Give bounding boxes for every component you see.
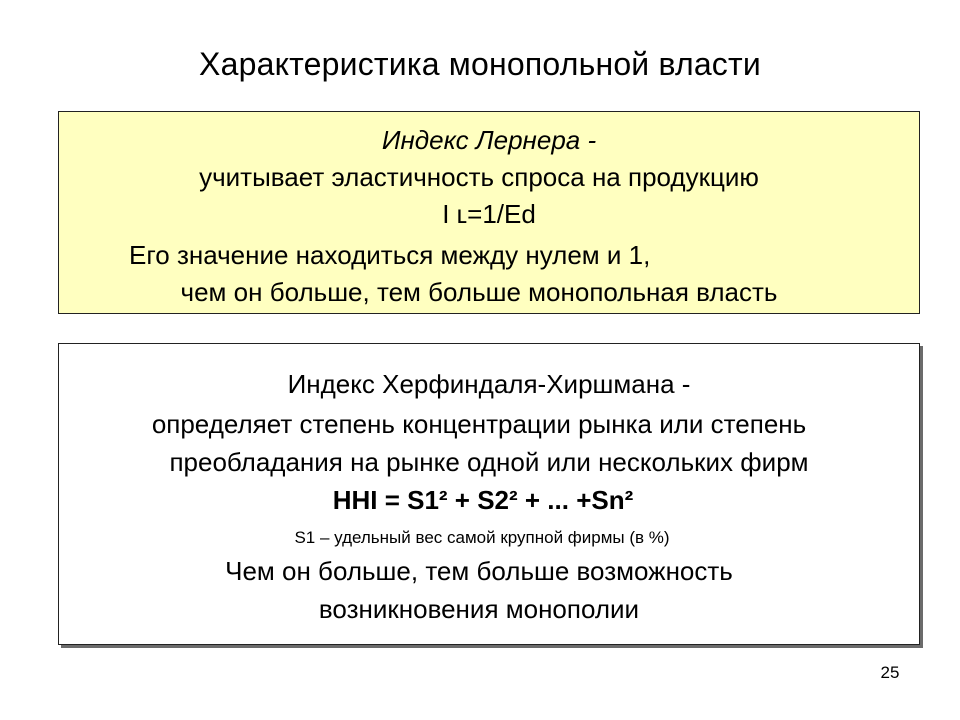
lerner-description: учитывает эластичность спроса на продукцию xyxy=(199,162,759,192)
hhi-footnote: S1 – удельный вес самой крупной фирмы (в %) xyxy=(294,528,670,547)
lerner-formula: I ʟ=1/Ed xyxy=(442,199,536,229)
hhi-index-box xyxy=(58,343,920,645)
lerner-interpretation: чем он больше, тем больше монопольная власть xyxy=(180,277,778,307)
lerner-heading: Индекс Лернера - xyxy=(381,125,597,155)
lerner-index-box xyxy=(58,111,920,314)
hhi-description-line-1: определяет степень концентрации рынка или степень xyxy=(151,409,807,439)
hhi-heading: Индекс Херфиндаля-Хиршмана - xyxy=(287,369,691,399)
slide-title: Характеристика монопольной власти xyxy=(199,46,761,82)
page-number: 25 xyxy=(880,663,900,682)
hhi-formula: HHI = S1² + S2² + ... +Sn² xyxy=(332,485,634,515)
lerner-range-note: Его значение находиться между нулем и 1, xyxy=(129,240,651,270)
hhi-interpretation-line-2: возникновения монополии xyxy=(318,594,640,624)
hhi-interpretation-line-1: Чем он больше, тем больше возможность xyxy=(225,556,733,586)
hhi-description-line-2: преобладания на рынке одной или нескольких фирм xyxy=(169,447,809,477)
